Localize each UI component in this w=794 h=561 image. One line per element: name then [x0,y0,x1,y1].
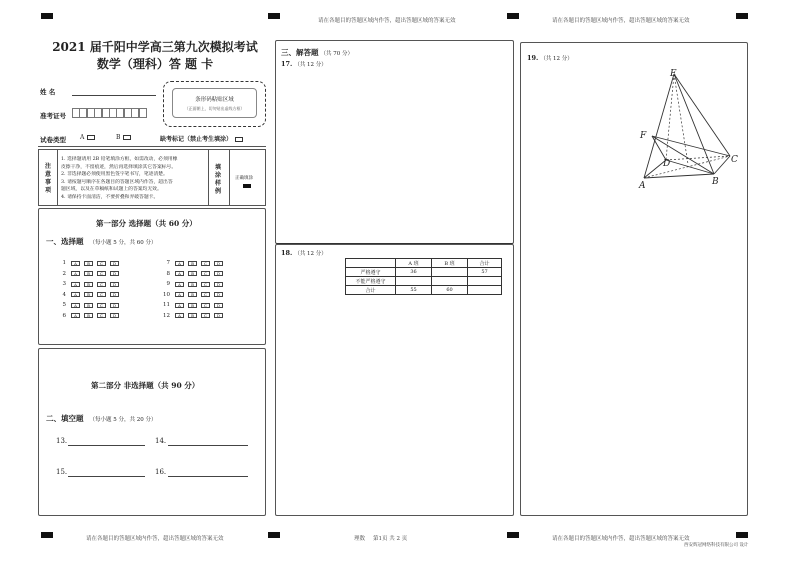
registration-mark [736,13,748,19]
mc-option-c-box[interactable]: C [97,303,106,308]
mc-option-d-box[interactable]: D [110,313,119,318]
mc-option-c-box[interactable]: C [201,313,210,318]
mc-question-number: 3 [62,281,66,287]
mc-option-a-box[interactable]: A [71,292,80,297]
mc-option-b-box[interactable]: B [188,261,197,266]
mc-option-d-box[interactable]: D [110,292,119,297]
barcode-title: 条形码粘贴区域 [195,97,234,103]
mc-option-a-box[interactable]: A [71,261,80,266]
blank-16-field[interactable] [168,476,248,477]
paper-type-label: 试卷类型 [40,136,66,144]
mc-question-row [160,302,227,308]
mc-option-b-box[interactable]: B [188,271,197,276]
registration-mark [268,13,280,19]
mc-option-b-box[interactable]: B [84,271,93,276]
registration-mark [507,532,519,538]
mc-option-a-box[interactable]: A [175,303,184,308]
part1-section: 一、选择题 （每小题 5 分，共 60 分） [46,237,157,246]
paper-type-a-label: A [80,134,85,141]
registration-mark [736,532,748,538]
top-warning: 请在各题目的答题区域内作答，超出答题区域的答案无效 [318,18,456,24]
mc-option-a-box[interactable]: A [71,303,80,308]
mc-option-a-box[interactable]: A [175,313,184,318]
blank-14-label: 14. [155,437,167,445]
correct-fill-label: 正确填涂 [235,176,253,181]
point-A-label: A [639,181,646,190]
absent-checkbox [235,137,243,142]
mc-option-d-box[interactable]: D [214,282,223,287]
q17-label: 17. （共 12 分） [281,60,327,68]
mc-option-c-box[interactable]: C [97,282,106,287]
point-C-label: C [731,155,738,165]
mc-question-number: 1 [62,260,66,266]
fill-example-label: 填 涂 样 例 [215,164,222,195]
mc-question-number: 8 [166,270,170,277]
mc-question-row [56,313,123,319]
part2-section: 二、填空题 （每小题 5 分，共 20 分） [46,414,157,423]
notes-label: 注 意 事 项 [45,163,52,194]
mc-question-row [160,313,227,319]
mc-question-row [56,292,123,298]
top-warning: 请在各题目的答题区域内作答，超出答题区域的答案无效 [552,18,690,24]
mc-option-c-box[interactable]: C [201,292,210,297]
exam-subtitle: 数学（理科）答 题 卡 [96,57,214,71]
exam-title: 2021 届千阳中学高三第九次模拟考试 [52,40,258,54]
mc-option-c-box[interactable]: C [201,271,210,276]
mc-option-b-box[interactable]: B [84,261,93,266]
blank-15-field[interactable] [68,476,145,477]
footer-company: 西安辉冠网络科技有限公司 设计 [684,543,749,548]
mc-option-b-box[interactable]: B [188,292,197,297]
mc-option-b-box[interactable]: B [188,282,197,287]
q19-label: 19. （共 12 分） [527,54,573,62]
paper-type-b[interactable] [116,134,131,141]
mc-option-c-box[interactable]: C [201,261,210,266]
mc-option-b-box[interactable]: B [84,282,93,287]
mc-question-row [160,260,227,266]
mc-option-c-box[interactable]: C [97,292,106,297]
barcode-note: （正面朝上，切勿贴出虚线方框） [184,106,245,111]
absent-mark [160,134,243,143]
footer-subject: 理数 [354,536,366,542]
mc-option-b-box[interactable]: B [84,292,93,297]
mc-option-a-box[interactable]: A [175,292,184,297]
mc-option-d-box[interactable]: D [110,271,119,276]
id-number-field[interactable] [72,108,146,118]
point-D-label: D [663,159,671,169]
bottom-warning: 请在各题目的答题区域内作答，超出答题区域的答案无效 [552,536,690,542]
mc-option-b-box[interactable]: B [84,303,93,308]
mc-option-b-box[interactable]: B [188,313,197,318]
registration-mark [507,13,519,19]
blank-16-label: 16. [155,468,167,476]
mc-option-a-box[interactable]: A [175,271,184,276]
mc-option-a-box[interactable]: A [71,282,80,287]
q18-contingency-table: A 班 B 班 合计 严格遵守 36 57 不能严格遵守 合计 55 60 [345,258,502,295]
part2-box [38,348,266,516]
mc-question-number: 9 [166,281,170,287]
q19-geometry-figure [630,68,745,190]
checkbox-a[interactable] [87,135,95,140]
blank-13-field[interactable] [68,445,145,446]
name-field[interactable] [72,95,156,96]
divider [38,146,266,147]
mc-option-a-box[interactable]: A [175,282,184,287]
mc-question-row [56,260,123,266]
correct-fill-sample [243,184,251,188]
mc-option-d-box[interactable]: D [110,282,119,287]
checkbox-b[interactable] [123,135,131,140]
mc-option-c-box[interactable]: C [97,271,106,276]
mc-question-number: 5 [62,302,66,308]
q18-label: 18. （共 12 分） [281,249,327,257]
mc-question-number: 2 [62,270,66,277]
mc-option-a-box[interactable]: A [175,261,184,266]
mc-question-number: 4 [62,291,66,298]
mc-question-row [160,281,227,287]
mc-option-d-box[interactable]: D [214,303,223,308]
mc-question-row [56,281,123,287]
mc-question-number: 7 [166,260,170,266]
name-label: 姓 名 [40,88,56,96]
point-B-label: B [712,177,719,187]
mc-question-row [56,271,123,277]
mc-question-number: 12 [163,312,170,319]
mc-question-row [160,271,227,277]
blank-15-label: 15. [56,468,68,476]
mc-option-b-box[interactable]: B [84,313,93,318]
mc-option-b-box[interactable]: B [188,303,197,308]
mc-option-c-box[interactable]: C [97,313,106,318]
blank-13-label: 13. [56,437,68,445]
q17-box [275,40,514,244]
mc-option-a-box[interactable]: A [71,313,80,318]
barcode-area [163,81,266,127]
notes-text: 1. 选择题请用 2B 铅笔填涂方框，如需改动，必须用橡 皮擦干净，不留痕迹，然后再选择填涂其它答案标号。 2. 非选择题必须使用黑色签字笔书写，笔迹清楚。 3. 请按题号顺序在各题目的答题区域内作答，超出答 题区域，以及在草稿纸和试题上的答案均无效。 4. 请保持卡面清洁，不要折叠和弄破答题卡。 [61,157,178,200]
mc-question-number: 6 [62,312,66,319]
mc-option-d-box[interactable]: D [110,303,119,308]
absent-label: 缺考标记（禁止考生填涂） [160,136,233,143]
mc-question-number: 11 [163,302,170,308]
id-label: 准考证号 [40,112,66,120]
mc-question-number: 10 [163,291,170,298]
bottom-warning: 请在各题目的答题区域内作答，超出答题区域的答案无效 [86,536,224,542]
mc-option-d-box[interactable]: D [214,271,223,276]
footer-page: 第1页 共 2 页 [373,536,408,542]
mc-option-d-box[interactable]: D [214,292,223,297]
registration-mark [41,13,53,19]
registration-mark [268,532,280,538]
section3-title: 三、解答题 （共 70 分） [281,48,353,57]
mc-option-c-box[interactable]: C [201,303,210,308]
mc-option-c-box[interactable]: C [201,282,210,287]
mc-option-c-box[interactable]: C [97,261,106,266]
paper-type-b-label: B [116,134,121,141]
mc-option-d-box[interactable]: D [214,261,223,266]
part2-title: 第二部分 非选择题（共 90 分） [91,381,200,390]
registration-mark [41,532,53,538]
mc-option-a-box[interactable]: A [71,271,80,276]
blank-14-field[interactable] [168,445,248,446]
paper-type-a[interactable] [80,134,95,141]
mc-question-row [160,292,227,298]
part1-title: 第一部分 选择题（共 60 分） [96,219,197,228]
mc-question-row [56,302,123,308]
mc-option-d-box[interactable]: D [110,261,119,266]
point-F-label: F [640,131,647,141]
point-E-label: E [670,69,677,79]
mc-option-d-box[interactable]: D [214,313,223,318]
